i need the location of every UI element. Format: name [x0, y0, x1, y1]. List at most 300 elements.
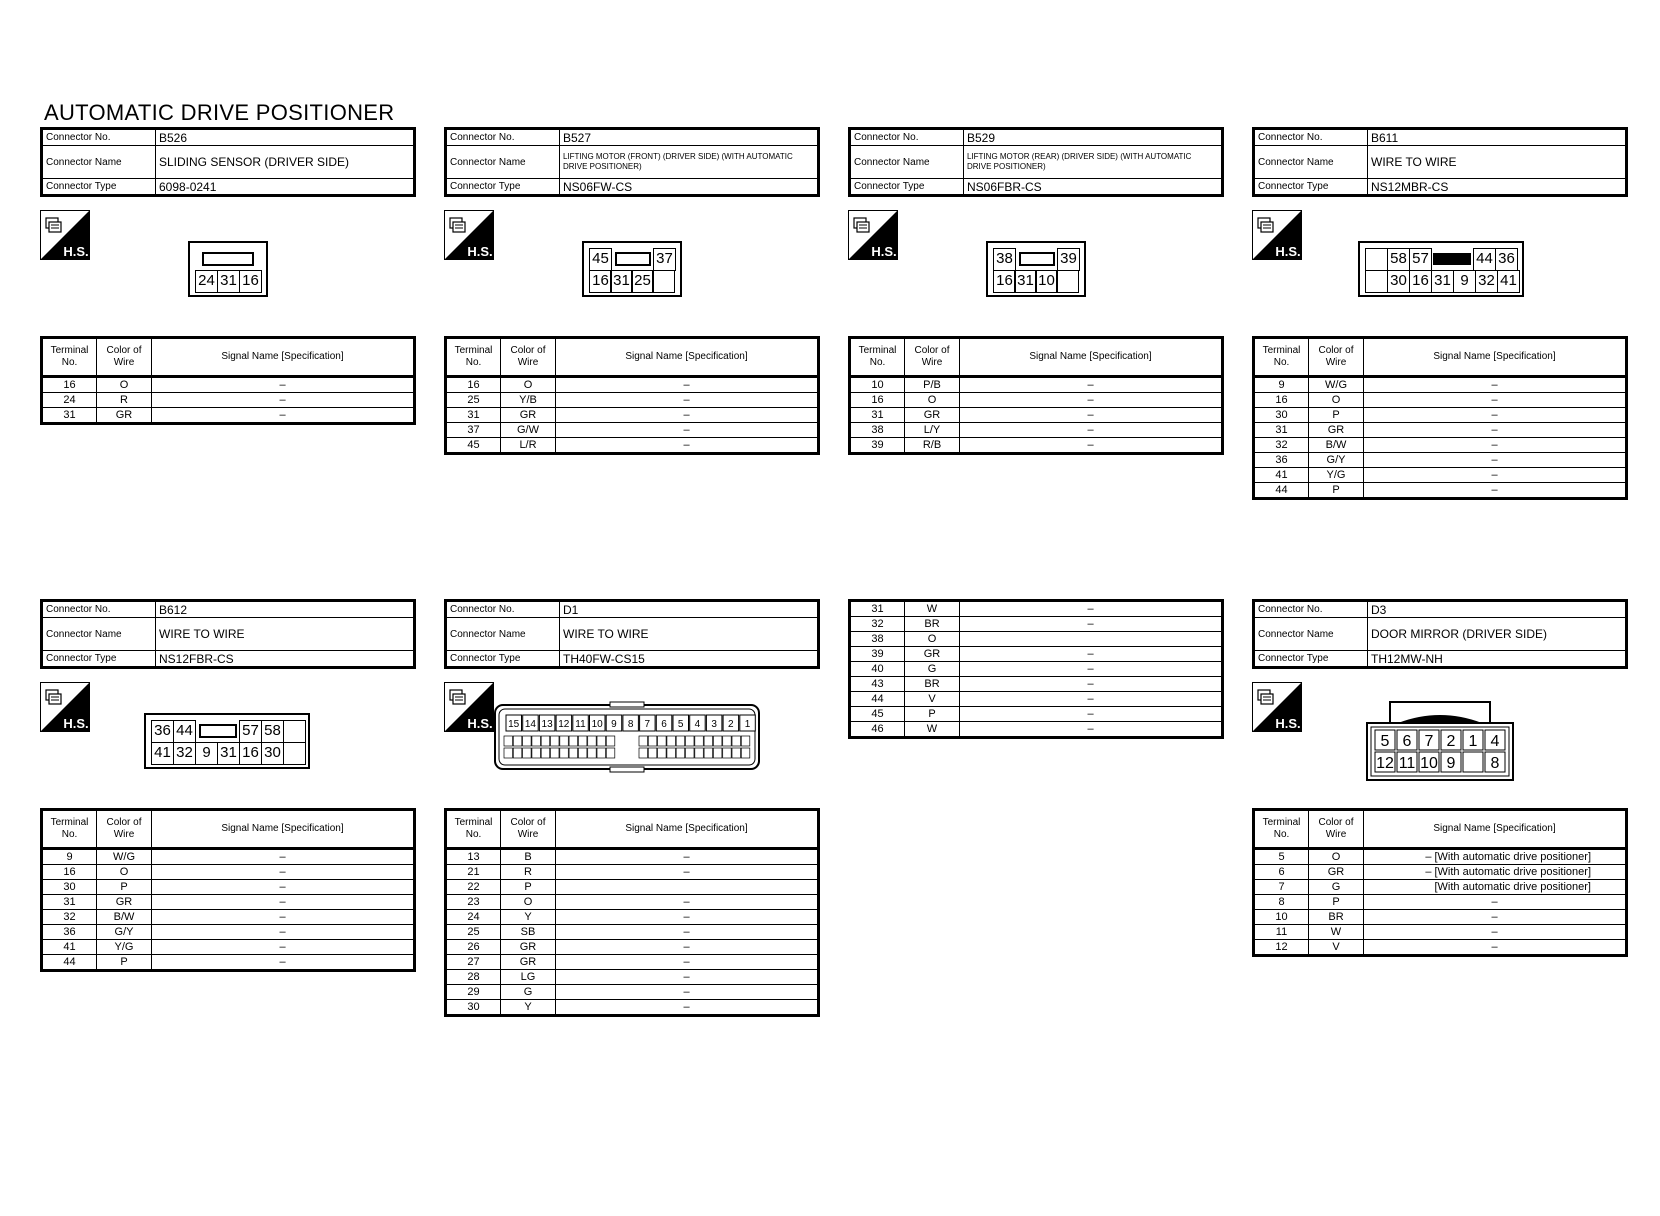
- wire-color: Y: [501, 910, 556, 925]
- lock-tab: [199, 724, 237, 738]
- terminal-cavity: 57: [1409, 248, 1432, 271]
- wire-color: L/R: [501, 438, 556, 454]
- table-row: [1254, 423, 1627, 438]
- table-row: [42, 940, 415, 955]
- table-row: [850, 438, 1223, 454]
- table-row: [42, 910, 415, 925]
- connector-no-label: Connector No.: [1254, 601, 1368, 618]
- connector-block-b611: [1252, 127, 1628, 496]
- connector-type-value: NS12MBR-CS: [1368, 179, 1627, 196]
- terminal-no: 31: [42, 408, 97, 424]
- signal-name: –: [152, 865, 415, 880]
- table-row: [1254, 468, 1627, 483]
- hs-icon: [1252, 210, 1302, 260]
- svg-text:8: 8: [1490, 755, 1500, 772]
- connector-name-label: Connector Name: [446, 618, 560, 651]
- svg-text:1: 1: [744, 719, 751, 730]
- signal-name: –: [152, 910, 415, 925]
- terminal-cavity: 24: [195, 270, 218, 293]
- signal-name: –: [1364, 423, 1627, 438]
- wire-color: BR: [1309, 910, 1364, 925]
- signal-name: [With automatic drive positioner]: [1364, 880, 1627, 895]
- table-row: [446, 955, 819, 970]
- signal-name: –: [556, 910, 819, 925]
- terminal-cavity: 9: [1453, 270, 1476, 293]
- table-row: [446, 423, 819, 438]
- table-row: [1254, 393, 1627, 408]
- table-row: [446, 910, 819, 925]
- terminal-cavity: 41: [151, 742, 174, 765]
- svg-text:13: 13: [541, 719, 553, 730]
- terminal-table: [444, 808, 820, 1017]
- connector-type-value: NS06FBR-CS: [964, 179, 1223, 196]
- connector-no-value: B527: [560, 129, 819, 146]
- terminal-no-header: Terminal No.: [42, 338, 97, 377]
- terminal-no: 36: [1254, 453, 1309, 468]
- table-row: [446, 880, 819, 895]
- table-row: [850, 601, 1223, 617]
- terminal-cavity: 16: [589, 270, 612, 293]
- wire-color: P: [1309, 895, 1364, 910]
- wire-color: W: [1309, 925, 1364, 940]
- terminal-no: 24: [446, 910, 501, 925]
- terminal-no: 38: [850, 632, 905, 647]
- wire-color: GR: [905, 408, 960, 423]
- signal-name-header: Signal Name [Specification]: [556, 810, 819, 849]
- table-row: [850, 632, 1223, 647]
- table-row: [850, 647, 1223, 662]
- terminal-no: 43: [850, 677, 905, 692]
- connector-block-b526: [40, 127, 416, 421]
- svg-text:5: 5: [1380, 733, 1390, 750]
- signal-name: –: [960, 601, 1223, 617]
- signal-name: –: [556, 393, 819, 408]
- table-row: [1254, 940, 1627, 956]
- table-row: [1254, 849, 1627, 865]
- terminal-cavity: 58: [261, 720, 284, 743]
- table-row: [850, 707, 1223, 722]
- color-of-wire-header: Color of Wire: [501, 810, 556, 849]
- svg-text:H.S.: H.S.: [467, 716, 493, 731]
- svg-text:3: 3: [711, 719, 717, 730]
- svg-text:H.S.: H.S.: [467, 244, 493, 259]
- connector-name-value: WIRE TO WIRE: [560, 618, 819, 651]
- connector-name-value: DOOR MIRROR (DRIVER SIDE): [1368, 618, 1627, 651]
- terminal-no: 8: [1254, 895, 1309, 910]
- terminal-no: 24: [42, 393, 97, 408]
- wire-color: P: [501, 880, 556, 895]
- connector-block-b527: [444, 127, 820, 451]
- terminal-cavity: 44: [1473, 248, 1496, 271]
- connector-face: [986, 241, 1086, 297]
- connector-name-value: WIRE TO WIRE: [156, 618, 415, 651]
- terminal-no: 45: [446, 438, 501, 454]
- connector-no-label: Connector No.: [42, 129, 156, 146]
- wire-color: V: [1309, 940, 1364, 956]
- wire-color: GR: [97, 895, 152, 910]
- signal-name: – [With automatic drive positioner]: [1364, 849, 1627, 865]
- signal-name: –: [556, 377, 819, 393]
- lock-tab: [1019, 252, 1055, 266]
- terminal-no: 29: [446, 985, 501, 1000]
- connector-name-value: SLIDING SENSOR (DRIVER SIDE): [156, 146, 415, 179]
- table-row: [446, 895, 819, 910]
- signal-name: –: [1364, 910, 1627, 925]
- terminal-no: 5: [1254, 849, 1309, 865]
- terminal-cavity: 38: [993, 248, 1016, 271]
- terminal-no-header: Terminal No.: [446, 338, 501, 377]
- svg-text:10: 10: [591, 719, 603, 730]
- terminal-no: 45: [850, 707, 905, 722]
- svg-text:4: 4: [1490, 733, 1500, 750]
- wire-color: P: [97, 880, 152, 895]
- table-row: [1254, 483, 1627, 499]
- signal-name: –: [1364, 377, 1627, 393]
- signal-name: –: [152, 940, 415, 955]
- terminal-no: 36: [42, 925, 97, 940]
- terminal-no: 30: [42, 880, 97, 895]
- table-row: [446, 849, 819, 865]
- terminal-no: 27: [446, 955, 501, 970]
- terminal-no: 32: [1254, 438, 1309, 453]
- connector-face: [582, 241, 682, 297]
- signal-name-header: Signal Name [Specification]: [1364, 810, 1627, 849]
- wire-color: O: [905, 393, 960, 408]
- terminal-cavity: 10: [1035, 270, 1058, 293]
- terminal-cavity: 31: [1014, 270, 1037, 293]
- signal-name: –: [556, 955, 819, 970]
- wire-color: Y/G: [1309, 468, 1364, 483]
- terminal-no-header: Terminal No.: [42, 810, 97, 849]
- wire-color: O: [501, 377, 556, 393]
- terminal-no-header: Terminal No.: [1254, 338, 1309, 377]
- signal-name: –: [556, 895, 819, 910]
- wire-color: O: [97, 377, 152, 393]
- wire-color: G/Y: [97, 925, 152, 940]
- signal-name: –: [960, 677, 1223, 692]
- wire-color: B/W: [97, 910, 152, 925]
- terminal-no: 16: [1254, 393, 1309, 408]
- terminal-cavity: [1365, 270, 1388, 293]
- signal-name: [556, 880, 819, 895]
- svg-text:12: 12: [558, 719, 570, 730]
- connector-face: [494, 701, 760, 773]
- terminal-cavity: 32: [1475, 270, 1498, 293]
- table-row: [1254, 438, 1627, 453]
- svg-text:9: 9: [611, 719, 617, 730]
- table-row: [850, 722, 1223, 738]
- wire-color: GR: [501, 940, 556, 955]
- color-of-wire-header: Color of Wire: [97, 810, 152, 849]
- svg-text:10: 10: [1420, 755, 1438, 772]
- connector-type-label: Connector Type: [446, 651, 560, 668]
- terminal-no: 25: [446, 393, 501, 408]
- terminal-cavity: 16: [993, 270, 1016, 293]
- signal-name: –: [1364, 408, 1627, 423]
- wire-color: GR: [501, 955, 556, 970]
- terminal-no: 16: [446, 377, 501, 393]
- terminal-no: 30: [446, 1000, 501, 1016]
- signal-name: –: [1364, 483, 1627, 499]
- connector-name-label: Connector Name: [1254, 146, 1368, 179]
- table-row: [850, 377, 1223, 393]
- terminal-no: 7: [1254, 880, 1309, 895]
- table-row: [850, 617, 1223, 632]
- wire-color: O: [1309, 849, 1364, 865]
- terminal-table: [1252, 808, 1628, 957]
- signal-name: –: [556, 438, 819, 454]
- terminal-no: 39: [850, 438, 905, 454]
- connector-type-label: Connector Type: [446, 179, 560, 196]
- signal-name: –: [1364, 438, 1627, 453]
- terminal-no: 38: [850, 423, 905, 438]
- wire-color: GR: [1309, 865, 1364, 880]
- wire-color: O: [501, 895, 556, 910]
- wire-color: W/G: [97, 849, 152, 865]
- connector-name-label: Connector Name: [446, 146, 560, 179]
- table-row: [1254, 880, 1627, 895]
- terminal-no: 31: [850, 408, 905, 423]
- terminal-cavity: 16: [239, 270, 262, 293]
- lock-tab: [615, 252, 651, 266]
- terminal-no: 16: [42, 865, 97, 880]
- terminal-no: 44: [42, 955, 97, 971]
- terminal-no: 31: [42, 895, 97, 910]
- signal-name: –: [960, 722, 1223, 738]
- table-row: [1254, 895, 1627, 910]
- terminal-cavity: 57: [239, 720, 262, 743]
- terminal-table: [40, 808, 416, 972]
- terminal-cavity: [652, 270, 675, 293]
- terminal-table: [444, 336, 820, 455]
- table-row: [42, 925, 415, 940]
- wire-color: V: [905, 692, 960, 707]
- signal-name: –: [1364, 468, 1627, 483]
- wire-color: B/W: [1309, 438, 1364, 453]
- terminal-cavity: 16: [1409, 270, 1432, 293]
- signal-name-header: Signal Name [Specification]: [152, 810, 415, 849]
- wire-color: R: [501, 865, 556, 880]
- signal-name: –: [556, 423, 819, 438]
- connector-no-value: B612: [156, 601, 415, 618]
- terminal-no: 44: [850, 692, 905, 707]
- svg-text:11: 11: [575, 719, 586, 730]
- signal-name: –: [1364, 940, 1627, 956]
- signal-name: –: [152, 895, 415, 910]
- wire-color: P: [1309, 408, 1364, 423]
- connector-header: [1252, 599, 1628, 669]
- table-row: [446, 940, 819, 955]
- table-row: [42, 408, 415, 424]
- signal-name: –: [960, 408, 1223, 423]
- connector-name-label: Connector Name: [1254, 618, 1368, 651]
- hs-icon: [40, 682, 90, 732]
- table-row: [42, 377, 415, 393]
- wire-color: O: [1309, 393, 1364, 408]
- table-row: [1254, 925, 1627, 940]
- table-row: [850, 393, 1223, 408]
- svg-text:2: 2: [728, 719, 734, 730]
- terminal-no: 16: [850, 393, 905, 408]
- connector-type-label: Connector Type: [42, 179, 156, 196]
- hs-icon: [40, 210, 90, 260]
- table-row: [446, 985, 819, 1000]
- table-row: [850, 423, 1223, 438]
- terminal-cavity: 39: [1057, 248, 1080, 271]
- connector-name-value: LIFTING MOTOR (REAR) (DRIVER SIDE) (WITH AUTOMATIC DRIVE POSITIONER): [964, 146, 1223, 179]
- connector-no-label: Connector No.: [42, 601, 156, 618]
- wire-color: Y/G: [97, 940, 152, 955]
- signal-name-header: Signal Name [Specification]: [1364, 338, 1627, 377]
- signal-name: –: [960, 617, 1223, 632]
- wire-color: GR: [1309, 423, 1364, 438]
- terminal-cavity: 31: [1431, 270, 1454, 293]
- signal-name: –: [556, 970, 819, 985]
- wire-color: G: [905, 662, 960, 677]
- signal-name: –: [152, 849, 415, 865]
- terminal-cavity: 58: [1387, 248, 1410, 271]
- signal-name: –: [152, 393, 415, 408]
- signal-name: –: [556, 849, 819, 865]
- table-row: [446, 438, 819, 454]
- terminal-no: 9: [1254, 377, 1309, 393]
- connector-header: [40, 599, 416, 669]
- terminal-no: 28: [446, 970, 501, 985]
- color-of-wire-header: Color of Wire: [1309, 338, 1364, 377]
- signal-name: –: [556, 940, 819, 955]
- svg-text:4: 4: [694, 719, 701, 730]
- connector-face: [1366, 701, 1514, 781]
- terminal-no: 31: [1254, 423, 1309, 438]
- svg-text:7: 7: [644, 719, 651, 730]
- connector-face: [144, 713, 310, 769]
- svg-text:6: 6: [661, 719, 667, 730]
- wire-color: GR: [97, 408, 152, 424]
- connector-header: [444, 127, 820, 197]
- signal-name: –: [152, 925, 415, 940]
- color-of-wire-header: Color of Wire: [501, 338, 556, 377]
- signal-name: –: [556, 925, 819, 940]
- connector-no-value: D1: [560, 601, 819, 618]
- hs-icon: [444, 682, 494, 732]
- signal-name: –: [556, 1000, 819, 1016]
- wire-color: GR: [905, 647, 960, 662]
- color-of-wire-header: Color of Wire: [905, 338, 960, 377]
- hs-icon: [1252, 682, 1302, 732]
- signal-name: –: [960, 647, 1223, 662]
- connector-face: [1358, 241, 1524, 297]
- signal-name-header: Signal Name [Specification]: [960, 338, 1223, 377]
- terminal-cavity: 16: [239, 742, 262, 765]
- terminal-table: [848, 336, 1224, 455]
- connector-type-value: TH40FW-CS15: [560, 651, 819, 668]
- signal-name: –: [556, 865, 819, 880]
- connector-header: [444, 599, 820, 669]
- table-row: [446, 865, 819, 880]
- table-row: [42, 393, 415, 408]
- terminal-cavity: [1056, 270, 1079, 293]
- wire-color: G/W: [501, 423, 556, 438]
- wire-color: P: [905, 707, 960, 722]
- signal-name: –: [960, 438, 1223, 454]
- table-row: [446, 408, 819, 423]
- wire-color: P/B: [905, 377, 960, 393]
- signal-name: –: [556, 408, 819, 423]
- svg-text:8: 8: [627, 719, 634, 730]
- connector-no-label: Connector No.: [446, 129, 560, 146]
- terminal-cavity: 36: [151, 720, 174, 743]
- signal-name: – [With automatic drive positioner]: [1364, 865, 1627, 880]
- terminal-no-header: Terminal No.: [446, 810, 501, 849]
- svg-text:H.S.: H.S.: [63, 716, 89, 731]
- connector-header: [1252, 127, 1628, 197]
- connector-block-b529: [848, 127, 1224, 451]
- terminal-no: 12: [1254, 940, 1309, 956]
- table-row: [42, 895, 415, 910]
- signal-name: –: [1364, 393, 1627, 408]
- table-row: [850, 662, 1223, 677]
- table-row: [1254, 377, 1627, 393]
- terminal-no: 32: [850, 617, 905, 632]
- signal-name: –: [1364, 925, 1627, 940]
- wire-color: SB: [501, 925, 556, 940]
- connector-block-d3: [1252, 599, 1628, 953]
- table-row: [446, 377, 819, 393]
- signal-name: –: [960, 692, 1223, 707]
- connector-no-label: Connector No.: [850, 129, 964, 146]
- terminal-no: 39: [850, 647, 905, 662]
- wire-color: W/G: [1309, 377, 1364, 393]
- terminal-no: 41: [1254, 468, 1309, 483]
- table-row: [42, 865, 415, 880]
- terminal-cavity: [1365, 248, 1388, 271]
- wire-color: O: [97, 865, 152, 880]
- signal-name: –: [960, 707, 1223, 722]
- signal-name-header: Signal Name [Specification]: [152, 338, 415, 377]
- terminal-no: 10: [850, 377, 905, 393]
- table-row: [42, 849, 415, 865]
- terminal-no: 26: [446, 940, 501, 955]
- connector-block-d1: [444, 599, 820, 1013]
- connector-type-label: Connector Type: [1254, 651, 1368, 668]
- terminal-cavity: 36: [1495, 248, 1518, 271]
- connector-no-value: D3: [1368, 601, 1627, 618]
- wire-color: G: [1309, 880, 1364, 895]
- connector-type-label: Connector Type: [850, 179, 964, 196]
- page-title: AUTOMATIC DRIVE POSITIONER: [44, 100, 395, 125]
- svg-text:1: 1: [1468, 733, 1478, 750]
- terminal-cavity: [283, 720, 306, 743]
- svg-text:5: 5: [677, 719, 684, 730]
- connector-name-value: WIRE TO WIRE: [1368, 146, 1627, 179]
- terminal-no: 11: [1254, 925, 1309, 940]
- terminal-no: 46: [850, 722, 905, 738]
- connector-name-label: Connector Name: [42, 618, 156, 651]
- signal-name: –: [152, 955, 415, 971]
- terminal-no: 44: [1254, 483, 1309, 499]
- svg-text:9: 9: [1446, 755, 1456, 772]
- terminal-cavity: [283, 742, 306, 765]
- signal-name: –: [152, 408, 415, 424]
- hs-icon: [444, 210, 494, 260]
- terminal-cavity: 41: [1497, 270, 1520, 293]
- signal-name: –: [1364, 453, 1627, 468]
- connector-no-label: Connector No.: [1254, 129, 1368, 146]
- connector-name-label: Connector Name: [42, 146, 156, 179]
- wire-color: LG: [501, 970, 556, 985]
- svg-text:6: 6: [1402, 733, 1412, 750]
- connector-type-value: NS06FW-CS: [560, 179, 819, 196]
